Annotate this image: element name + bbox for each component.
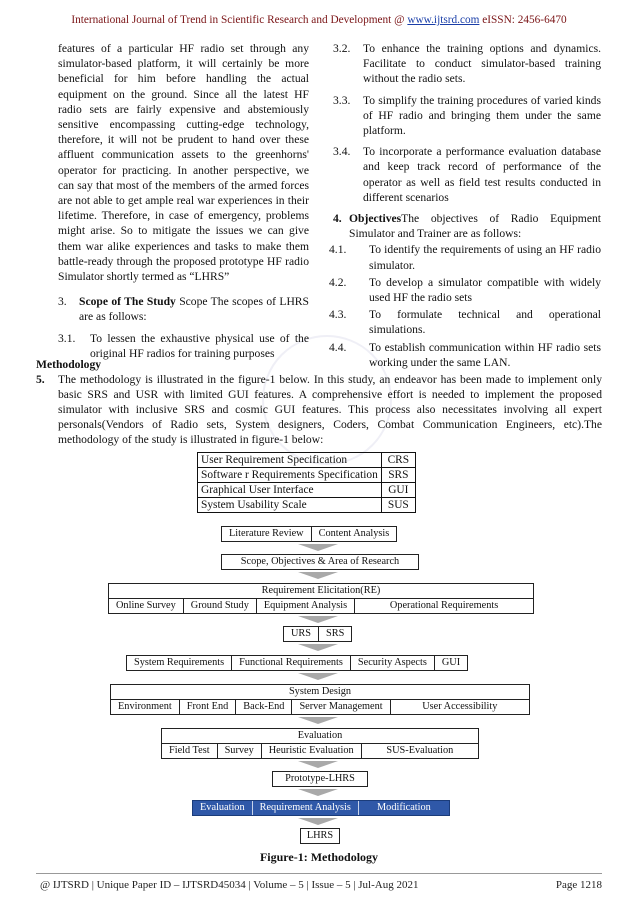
table-row bbox=[198, 498, 416, 513]
flow-box-system-design: System Design bbox=[110, 684, 530, 700]
list-item bbox=[333, 41, 601, 87]
flow-arrow bbox=[298, 818, 338, 825]
item-number: 4.4. bbox=[329, 340, 347, 354]
flow-box-urs: URS bbox=[284, 627, 319, 641]
flow-box-modification: Modification bbox=[377, 802, 431, 813]
flow-box-srs: SRS bbox=[326, 628, 345, 639]
list-item bbox=[333, 144, 601, 205]
section-4-title: Objectives bbox=[349, 212, 402, 226]
journal-link[interactable]: www.ijtsrd.com bbox=[407, 14, 480, 26]
flow-box-requirement-elicitation: Requirement Elicitation(RE) bbox=[108, 583, 534, 599]
flow-box-server-management: Server Management bbox=[292, 700, 390, 714]
figure-caption: Figure-1: Methodology bbox=[259, 850, 379, 864]
section-4-heading bbox=[333, 211, 601, 241]
flow-row-re-items bbox=[108, 598, 534, 614]
item-text: To identify the requirements of using an HF radio simulator. bbox=[369, 243, 601, 272]
list-item bbox=[329, 275, 601, 305]
intro-paragraph: features of a particular HF radio set through any simulator-based platform, it will certainly be more beneficial for him before handling the actual equipment on the ground. Since all the latest HF radio sets are fairly expensive and abstemiously sensitive encompassing cutting-edge technology, therefore, it will not be prudent to hand over these affluent communication assets to the greenhorns' operator for practicing. In another perspective, we can say that most of the members of the armed forces are not able to get ample real war experiences in their lifetime. Therefore, in case of emergency, problems might arise. So to mitigate the issues we can give them war alike experiences and tasks to make them battle-ready through the proposed prototype HF radio Simulator shortly termed as “LHRS” bbox=[58, 42, 309, 284]
flow-box-lhrs: LHRS bbox=[300, 828, 340, 844]
item-text: To incorporate a performance evaluation database and keep track record of performance of the operator as well as field test results conducted in different scenarios bbox=[363, 145, 601, 204]
footer-divider bbox=[36, 873, 602, 874]
page-number: Page 1218 bbox=[555, 879, 602, 891]
list-item bbox=[333, 93, 601, 139]
flow-box-survey: Survey bbox=[218, 744, 262, 758]
flow-box-content-analysis: Content Analysis bbox=[318, 528, 390, 539]
flow-box-functional-requirements: Functional Requirements bbox=[232, 656, 351, 670]
running-header bbox=[0, 14, 638, 26]
flow-arrow bbox=[298, 717, 338, 724]
methodology-heading: Methodology bbox=[36, 358, 102, 371]
flow-arrow bbox=[298, 761, 338, 768]
flow-box-evaluation: Evaluation bbox=[161, 728, 479, 744]
flow-box-scope: Scope, Objectives & Area of Research bbox=[221, 554, 419, 570]
flow-row-evaluation bbox=[161, 743, 479, 759]
flow-box-online-survey: Online Survey bbox=[109, 599, 184, 613]
section-5-number: 5. bbox=[36, 373, 45, 386]
abbreviation-table bbox=[197, 452, 416, 513]
item-text: To simplify the training procedures of varied kinds of HF radio and bringing them under the same platform. bbox=[363, 93, 601, 138]
item-number: 4.1. bbox=[329, 243, 347, 257]
code-cell: GUI bbox=[381, 483, 415, 498]
item-number: 3.4. bbox=[333, 145, 351, 159]
flow-box-prototype: Prototype-LHRS bbox=[272, 771, 368, 787]
flow-box-heuristic-evaluation: Heuristic Evaluation bbox=[262, 744, 362, 758]
flow-row-system-design bbox=[110, 699, 530, 715]
term-cell: Graphical User Interface bbox=[198, 483, 382, 498]
section-3-title: Scope of The Study bbox=[79, 295, 176, 309]
flow-box-system-requirements: System Requirements bbox=[127, 656, 232, 670]
section-4-text bbox=[349, 211, 601, 241]
item-text: To enhance the training options and dynamics. Facilitate to conduct simulator-based training without the radio sets. bbox=[363, 42, 601, 86]
flow-box-ground-study: Ground Study bbox=[184, 599, 257, 613]
code-cell: SUS bbox=[381, 498, 415, 513]
section-3-desc: Scope The scopes of LHRS are as follows: bbox=[79, 295, 309, 324]
flow-box-requirement-analysis: Requirement Analysis bbox=[253, 801, 359, 815]
flow-box-equipment-analysis: Equipment Analysis bbox=[257, 599, 355, 613]
item-number: 3.2. bbox=[333, 42, 351, 55]
methodology-item bbox=[36, 372, 602, 447]
section-3-heading bbox=[58, 294, 309, 324]
section-4-number: 4. bbox=[333, 212, 342, 226]
footer-info: @ IJTSRD | Unique Paper ID – IJTSRD45034 | Volume – 5 | Issue – 5 | Jul-Aug 2021 bbox=[40, 879, 419, 891]
flow-box-front-end: Front End bbox=[180, 700, 236, 714]
list-item bbox=[329, 307, 601, 337]
flow-box-gui: GUI bbox=[441, 657, 461, 668]
item-number: 3.1. bbox=[58, 331, 76, 345]
item-text: To establish communication within HF radio sets working under the same LAN. bbox=[369, 340, 601, 369]
item-number: 4.3. bbox=[329, 308, 347, 322]
section-4-desc: The objectives of Radio Equipment Simulator and Trainer are as follows: bbox=[349, 212, 601, 241]
flow-box-field-test: Field Test bbox=[162, 744, 218, 758]
flow-box-security-aspects: Security Aspects bbox=[351, 656, 435, 670]
flow-arrow bbox=[298, 572, 338, 579]
flow-box-sus-evaluation: SUS-Evaluation bbox=[386, 745, 454, 756]
flow-row-iteration bbox=[192, 800, 450, 816]
item-text: To develop a simulator compatible with widely used HF the radio sets bbox=[369, 275, 601, 305]
flow-box-back-end: Back-End bbox=[236, 700, 292, 714]
right-column bbox=[329, 41, 601, 372]
table-row bbox=[198, 483, 416, 498]
flow-arrow bbox=[298, 644, 338, 651]
list-item bbox=[329, 242, 601, 272]
flow-box-environment: Environment bbox=[111, 700, 180, 714]
table-row bbox=[198, 468, 416, 483]
flow-arrow bbox=[298, 616, 338, 623]
flow-box-literature-review: Literature Review bbox=[222, 527, 312, 541]
term-cell: User Requirement Specification bbox=[198, 453, 382, 468]
table-row bbox=[198, 453, 416, 468]
code-cell: SRS bbox=[381, 468, 415, 483]
flow-box-operational-requirements: Operational Requirements bbox=[389, 600, 499, 611]
section-3-number: 3. bbox=[58, 295, 67, 309]
flow-row-literature bbox=[221, 526, 397, 542]
item-number: 3.3. bbox=[333, 93, 351, 107]
page-footer bbox=[40, 879, 602, 891]
term-cell: Software r Requirements Specification bbox=[198, 468, 382, 483]
issn: eISSN: 2456-6470 bbox=[479, 14, 567, 26]
code-cell: CRS bbox=[381, 453, 415, 468]
flow-row-urs-srs bbox=[283, 626, 352, 642]
journal-name: International Journal of Trend in Scientific Research and Development @ bbox=[71, 14, 408, 26]
term-cell: System Usability Scale bbox=[198, 498, 382, 513]
flow-arrow bbox=[298, 673, 338, 680]
flow-row-requirements bbox=[126, 655, 468, 671]
section-3-text bbox=[79, 294, 309, 324]
left-column bbox=[58, 41, 309, 367]
item-text: To formulate technical and operational simulations. bbox=[369, 308, 601, 337]
flow-box-iter-evaluation: Evaluation bbox=[193, 801, 253, 815]
item-number: 4.2. bbox=[329, 275, 347, 289]
methodology-text: The methodology is illustrated in the figure-1 below. In this study, an endeavor has been made to implement only basic SRS and USR with limited GUI features. A comprehensive effort is needed to implement the proposed simulator with inclusive SRS and cosmic GUI features. This process also necessitates involving all expert personals(Vendors of Radio sets, System designers, Coders, Combat Communication Engineers, etc).The methodology of the study is illustrated in figure-1 below: bbox=[58, 373, 602, 446]
item-text: To lessen the exhaustive physical use of the original HF radios for training purposes bbox=[90, 331, 309, 360]
flow-arrow bbox=[298, 789, 338, 796]
flow-box-user-accessibility: User Accessibility bbox=[422, 701, 498, 712]
flow-arrow bbox=[298, 544, 338, 551]
